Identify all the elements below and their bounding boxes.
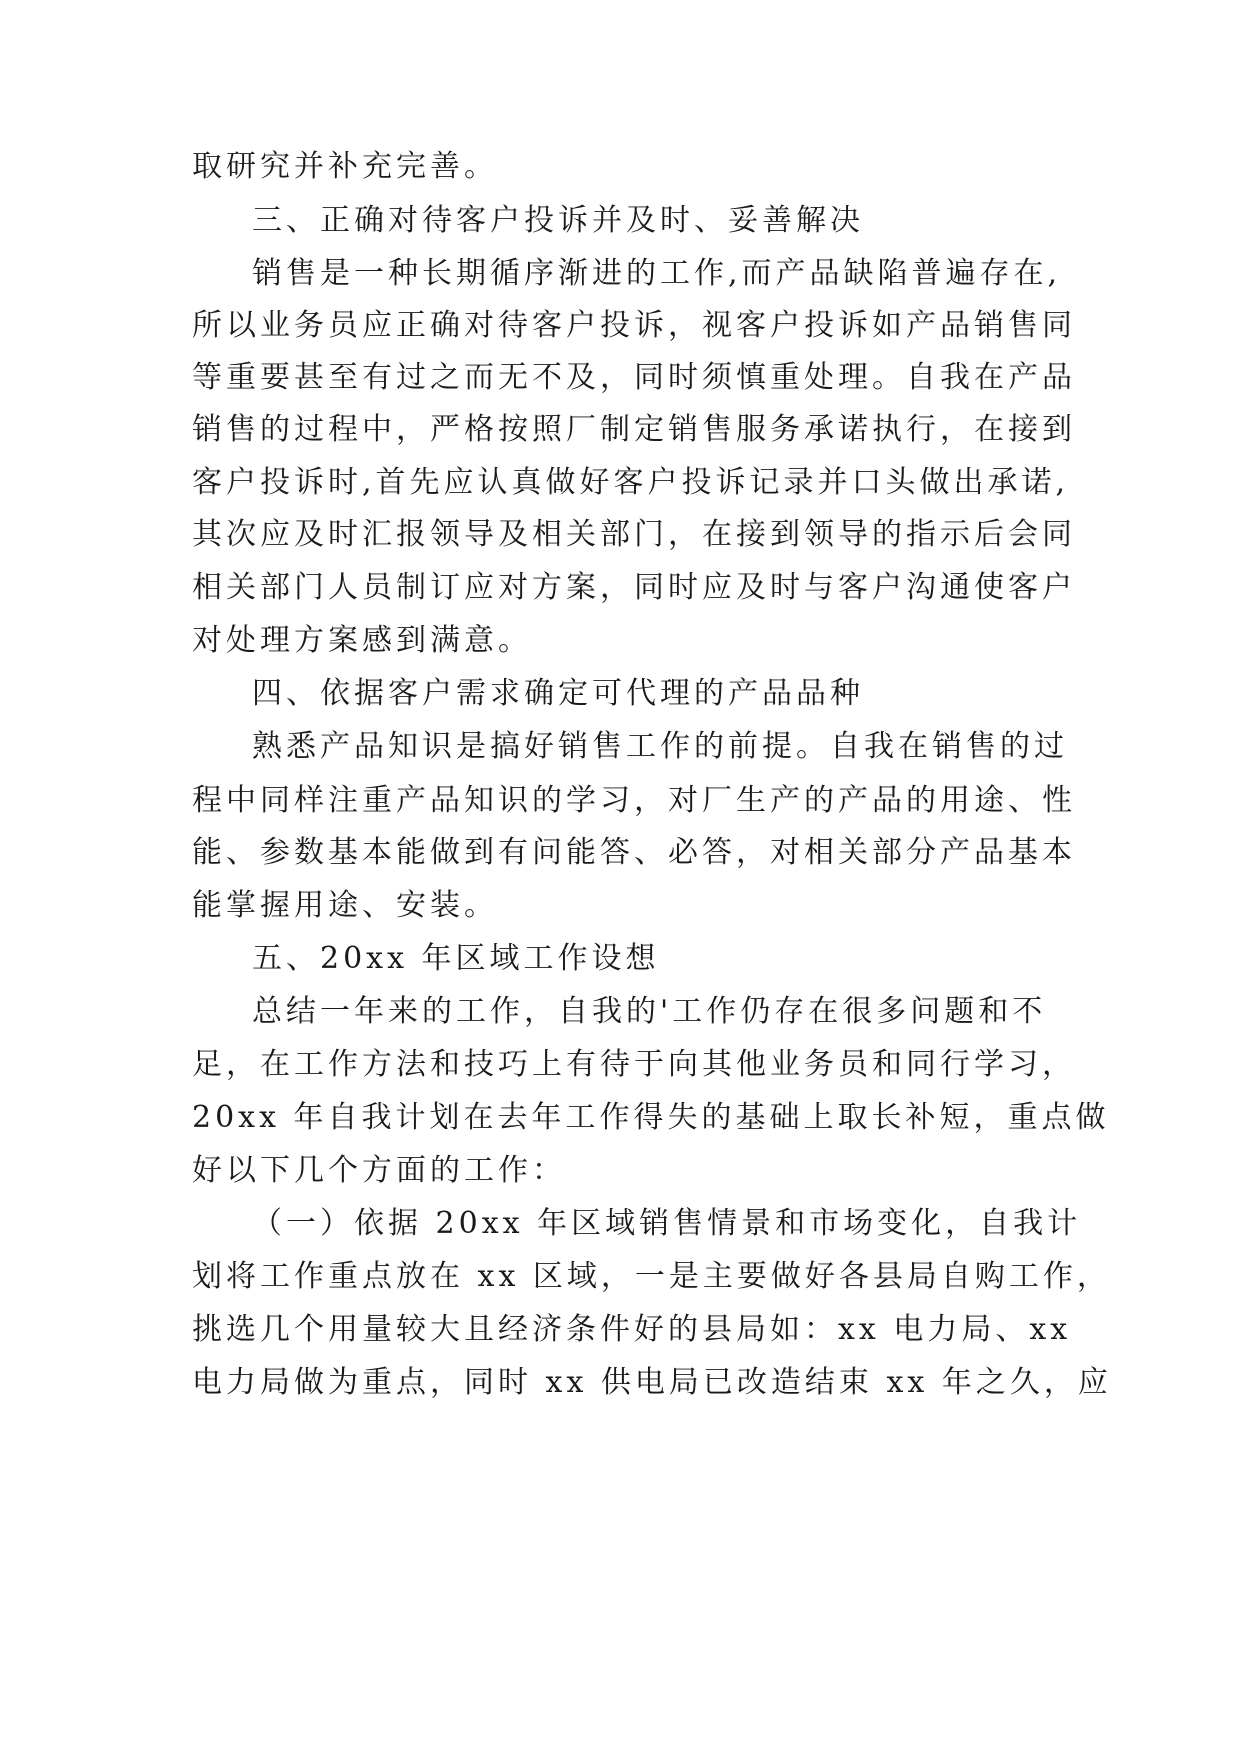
text-line: 所以业务员应正确对待客户投诉，视客户投诉如产品销售同: [192, 308, 1076, 343]
text-line: 电力局做为重点，同时 xx 供电局已改造结束 xx 年之久，应: [192, 1365, 1112, 1400]
text-line: 等重要甚至有过之而无不及，同时须慎重处理。自我在产品: [192, 360, 1076, 395]
text-line: （一）依据 20xx 年区域销售情景和市场变化，自我计: [252, 1206, 1082, 1241]
text-line: 程中同样注重产品知识的学习，对厂生产的产品的用途、性: [192, 783, 1076, 818]
text-line: 足，在工作方法和技巧上有待于向其他业务员和同行学习，: [192, 1047, 1076, 1082]
section-heading: 三、正确对待客户投诉并及时、妥善解决: [252, 203, 864, 238]
text-line: 其次应及时汇报领导及相关部门，在接到领导的指示后会同: [192, 517, 1076, 552]
text-line: 能掌握用途、安装。: [192, 888, 498, 923]
text-line: 相关部门人员制订应对方案，同时应及时与客户沟通使客户: [192, 570, 1076, 605]
text-line: 客户投诉时,首先应认真做好客户投诉记录并口头做出承诺,: [192, 465, 1070, 500]
text-line: 销售的过程中，严格按照厂制定销售服务承诺执行，在接到: [192, 412, 1076, 447]
text-line: 好以下几个方面的工作：: [192, 1153, 566, 1188]
text-line: 能、参数基本能做到有问能答、必答，对相关部分产品基本: [192, 835, 1076, 870]
text-line: 取研究并补充完善。: [192, 149, 498, 184]
text-line: 挑选几个用量较大且经济条件好的县局如：xx 电力局、xx: [192, 1312, 1072, 1347]
text-line: 对处理方案感到满意。: [192, 623, 532, 658]
text-line: 20xx 年自我计划在去年工作得失的基础上取长补短，重点做: [192, 1100, 1110, 1135]
section-heading: 五、20xx 年区域工作设想: [252, 941, 660, 976]
text-line: 熟悉产品知识是搞好销售工作的前提。自我在销售的过: [252, 729, 1068, 764]
text-line: 总结一年来的工作，自我的'工作仍存在很多问题和不: [252, 994, 1047, 1029]
text-line: 销售是一种长期循序渐进的工作,而产品缺陷普遍存在,: [252, 256, 1062, 291]
text-line: 划将工作重点放在 xx 区域，一是主要做好各县局自购工作，: [192, 1259, 1111, 1294]
section-heading: 四、依据客户需求确定可代理的产品品种: [252, 676, 864, 711]
